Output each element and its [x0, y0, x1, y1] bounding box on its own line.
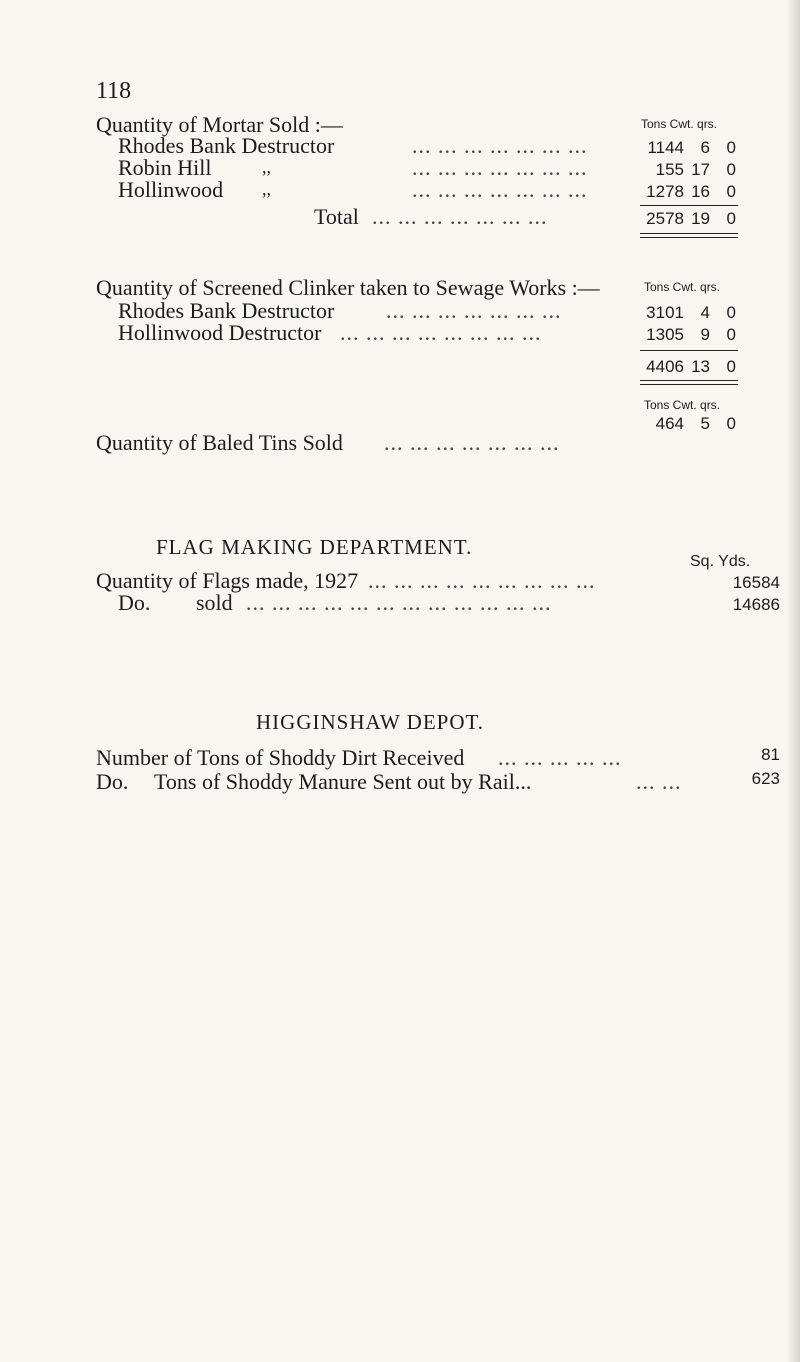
- leader-dots: ... ... ... ... ... ... ... ... ...: [368, 568, 596, 593]
- subtotal-rule: [640, 350, 738, 351]
- clinker-tons: 1305: [646, 325, 684, 344]
- subtotal-rule: [640, 205, 738, 206]
- higginshaw-heading: HIGGINSHAW DEPOT.: [256, 710, 485, 734]
- leader-dots: ... ... ... ... ...: [498, 745, 622, 770]
- clinker-qrs: 0: [726, 303, 736, 322]
- mortar-total-label: Total: [314, 204, 359, 229]
- higginshaw-row-label: Do.: [96, 769, 129, 794]
- leader-dots: ... ... ... ... ... ... ...: [372, 204, 548, 229]
- clinker-qrs: 0: [726, 325, 736, 344]
- leader-dots: ... ... ... ... ... ... ... ... ... ... ... ...: [246, 590, 552, 615]
- mortar-total-tons: 2578: [646, 209, 684, 228]
- total-double-rule: [640, 233, 738, 238]
- clinker-tons: 3101: [646, 303, 684, 322]
- clinker-heading: Quantity of Screened Clinker taken to Sewage Works :—: [96, 275, 600, 300]
- mortar-tons: 155: [655, 160, 684, 179]
- clinker-total-cwt: 13: [691, 357, 710, 376]
- tins-cwt: 5: [700, 414, 710, 433]
- mortar-tons: 1144: [647, 138, 684, 157]
- total-double-rule: [640, 380, 738, 385]
- leader-dots: ... ...: [636, 769, 682, 794]
- flag-row-label: Quantity of Flags made, 1927: [96, 568, 359, 593]
- flag-row-label: Do.: [118, 590, 151, 615]
- ditto-mark: ,,: [262, 157, 271, 177]
- clinker-row-label: Rhodes Bank Destructor: [118, 298, 335, 323]
- tins-label: Quantity of Baled Tins Sold: [96, 430, 343, 455]
- mortar-total-qrs: 0: [726, 209, 736, 228]
- leader-dots: ... ... ... ... ... ... ... ...: [340, 320, 542, 345]
- tins-units: Tons Cwt. qrs.: [644, 398, 721, 412]
- leader-dots: ... ... ... ... ... ... ...: [386, 298, 562, 323]
- mortar-units: Tons Cwt. qrs.: [641, 117, 718, 131]
- higginshaw-row-label: Number of Tons of Shoddy Dirt Received: [96, 745, 465, 770]
- higginshaw-value: 623: [751, 769, 780, 788]
- higginshaw-value: 81: [761, 745, 780, 764]
- flag-heading: FLAG MAKING DEPARTMENT.: [156, 535, 473, 559]
- tins-tons: 464: [655, 414, 684, 433]
- flag-value: 16584: [732, 573, 780, 592]
- flag-units: Sq. Yds.: [690, 553, 751, 570]
- mortar-total-cwt: 19: [691, 209, 710, 228]
- clinker-cwt: 9: [700, 325, 710, 344]
- flag-value: 14686: [732, 595, 780, 614]
- tins-qrs: 0: [726, 414, 736, 433]
- leader-dots: ... ... ... ... ... ... ...: [412, 177, 588, 202]
- clinker-total-tons: 4406: [646, 357, 684, 376]
- page-number: 118: [96, 78, 132, 104]
- leader-dots: ... ... ... ... ... ... ...: [384, 430, 560, 455]
- leader-dots: ... ... ... ... ... ... ...: [412, 133, 588, 158]
- leader-dots: ... ... ... ... ... ... ...: [412, 155, 588, 180]
- mortar-qrs: 0: [726, 182, 736, 201]
- mortar-qrs: 0: [726, 160, 736, 179]
- higginshaw-row-label-2: Tons of Shoddy Manure Sent out by Rail...: [154, 769, 532, 794]
- clinker-cwt: 4: [700, 303, 710, 322]
- mortar-cwt: 16: [691, 182, 710, 201]
- mortar-row-label: Hollinwood: [118, 177, 224, 202]
- mortar-cwt: 17: [691, 160, 710, 179]
- ditto-mark: ,,: [262, 179, 271, 199]
- mortar-tons: 1278: [646, 182, 684, 201]
- mortar-row-label: Rhodes Bank Destructor: [118, 133, 335, 158]
- mortar-cwt: 6: [700, 138, 710, 157]
- page-edge-shadow: [786, 0, 800, 1362]
- mortar-heading: Quantity of Mortar Sold :—: [96, 112, 343, 137]
- mortar-qrs: 0: [726, 138, 736, 157]
- mortar-row-label: Robin Hill: [118, 155, 212, 180]
- clinker-units: Tons Cwt. qrs.: [644, 280, 721, 294]
- flag-row-label-2: sold: [196, 590, 233, 615]
- clinker-row-label: Hollinwood Destructor: [118, 320, 322, 345]
- clinker-total-qrs: 0: [726, 357, 736, 376]
